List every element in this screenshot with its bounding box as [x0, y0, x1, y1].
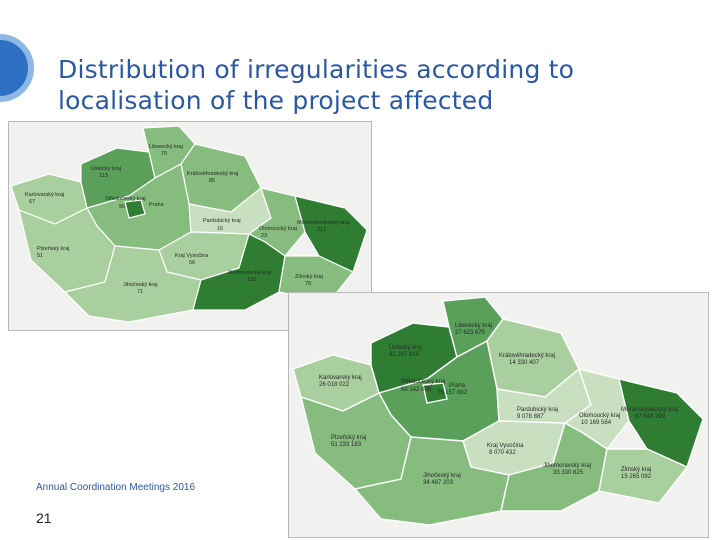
label-ustecky-value: 92 237 915 [389, 352, 420, 358]
label-plzensky-name: Plzeňský kraj [37, 246, 70, 252]
label-kralovehradecky-value: 14 330 407 [509, 360, 540, 366]
label-vysocina-name: Kraj Vysočina [175, 253, 209, 259]
label-plzensky-name: Plzeňský kraj [331, 435, 367, 441]
label-zlinsky-value: 79 [305, 281, 312, 287]
label-ustecky-name: Ústecký kraj [91, 166, 121, 172]
label-vysocina-value: 8 070 432 [489, 450, 516, 456]
label-moravskoslezsky-name: Moravskoslezský kraj [297, 220, 350, 226]
label-jihomoravsky-name: Jihomoravský kraj [543, 463, 592, 469]
label-jihocesky-name: Jihočeský kraj [123, 282, 158, 288]
label-jihocesky-value: 71 [137, 289, 144, 295]
region-praha[interactable] [125, 200, 145, 218]
label-vysocina-value: 56 [189, 260, 196, 266]
label-karlovarsky-value: 26 018 022 [319, 382, 350, 388]
label-stredocesky-value: 68 142 006 [401, 387, 432, 393]
title-line-2: localisation of the project affected [58, 86, 494, 115]
map-amounts [288, 292, 709, 538]
title-line-1: Distribution of irregularities according to [58, 55, 575, 84]
label-olomoucky-name: Olomoucký kraj [579, 413, 621, 419]
label-kralovehradecky-name: Královéhradecký kraj [187, 171, 239, 177]
label-zlinsky-name: Zlínský kraj [621, 467, 652, 473]
slide-title [58, 54, 678, 116]
label-karlovarsky-name: Karlovarský kraj [319, 375, 362, 381]
label-stredocesky-name: Středočeský kraj [105, 196, 146, 202]
label-olomoucky-value: 23 [261, 233, 268, 239]
label-stredocesky-value: 56 [119, 204, 126, 210]
label-jihocesky-value: 34 487 203 [423, 480, 454, 486]
label-praha-name: Praha [149, 202, 164, 208]
footer-text: Annual Coordination Meetings 2016 [36, 482, 195, 493]
label-pardubicky-name: Pardubický kraj [517, 407, 559, 413]
label-vysocina-name: Kraj Vysočina [487, 443, 524, 449]
label-jihomoravsky-name: Jihomoravský kraj [227, 270, 272, 276]
label-liberecky-value: 70 [161, 151, 168, 157]
label-stredocesky-name: Středočeský kraj [401, 379, 446, 385]
label-liberecky-name: Liberecký kraj [149, 144, 183, 150]
label-praha-name: Praha [449, 383, 466, 389]
label-plzensky-value: 51 233 183 [331, 442, 362, 448]
label-olomoucky-value: 10 169 584 [581, 420, 612, 426]
label-jihocesky-name: Jihočeský kraj [423, 473, 461, 479]
label-jihomoravsky-value: 33 330 825 [553, 470, 584, 476]
page-number: 21 [36, 510, 52, 526]
label-karlovarsky-value: 67 [29, 199, 36, 205]
label-karlovarsky-name: Karlovarský kraj [25, 192, 65, 198]
label-kralovehradecky-value: 85 [209, 178, 216, 184]
label-moravskoslezsky-value: 212 [317, 227, 327, 233]
label-ustecky-name: Ústecký kraj [389, 345, 422, 351]
label-pardubicky-value: 16 [217, 226, 224, 232]
label-liberecky-name: Liberecký kraj [455, 323, 493, 329]
label-zlinsky-name: Zlínský kraj [295, 274, 323, 280]
decorative-circle [0, 34, 34, 102]
label-moravskoslezsky-name: Moravskoslezský kraj [621, 407, 679, 413]
label-praha-value: 75 157 882 [437, 390, 468, 396]
label-kralovehradecky-name: Královéhradecký kraj [499, 353, 556, 359]
label-pardubicky-value: 9 078 887 [517, 414, 544, 420]
label-olomoucky-name: Olomoucký kraj [259, 226, 297, 232]
label-moravskoslezsky-value: 97 543 299 [635, 414, 666, 420]
label-plzensky-value: 51 [37, 253, 44, 259]
label-pardubicky-name: Pardubický kraj [203, 218, 241, 224]
label-zlinsky-value: 15 265 092 [621, 474, 652, 480]
label-ustecky-value: 113 [99, 173, 108, 179]
label-liberecky-value: 27 623 675 [455, 330, 486, 336]
label-jihomoravsky-value: 125 [247, 277, 257, 283]
